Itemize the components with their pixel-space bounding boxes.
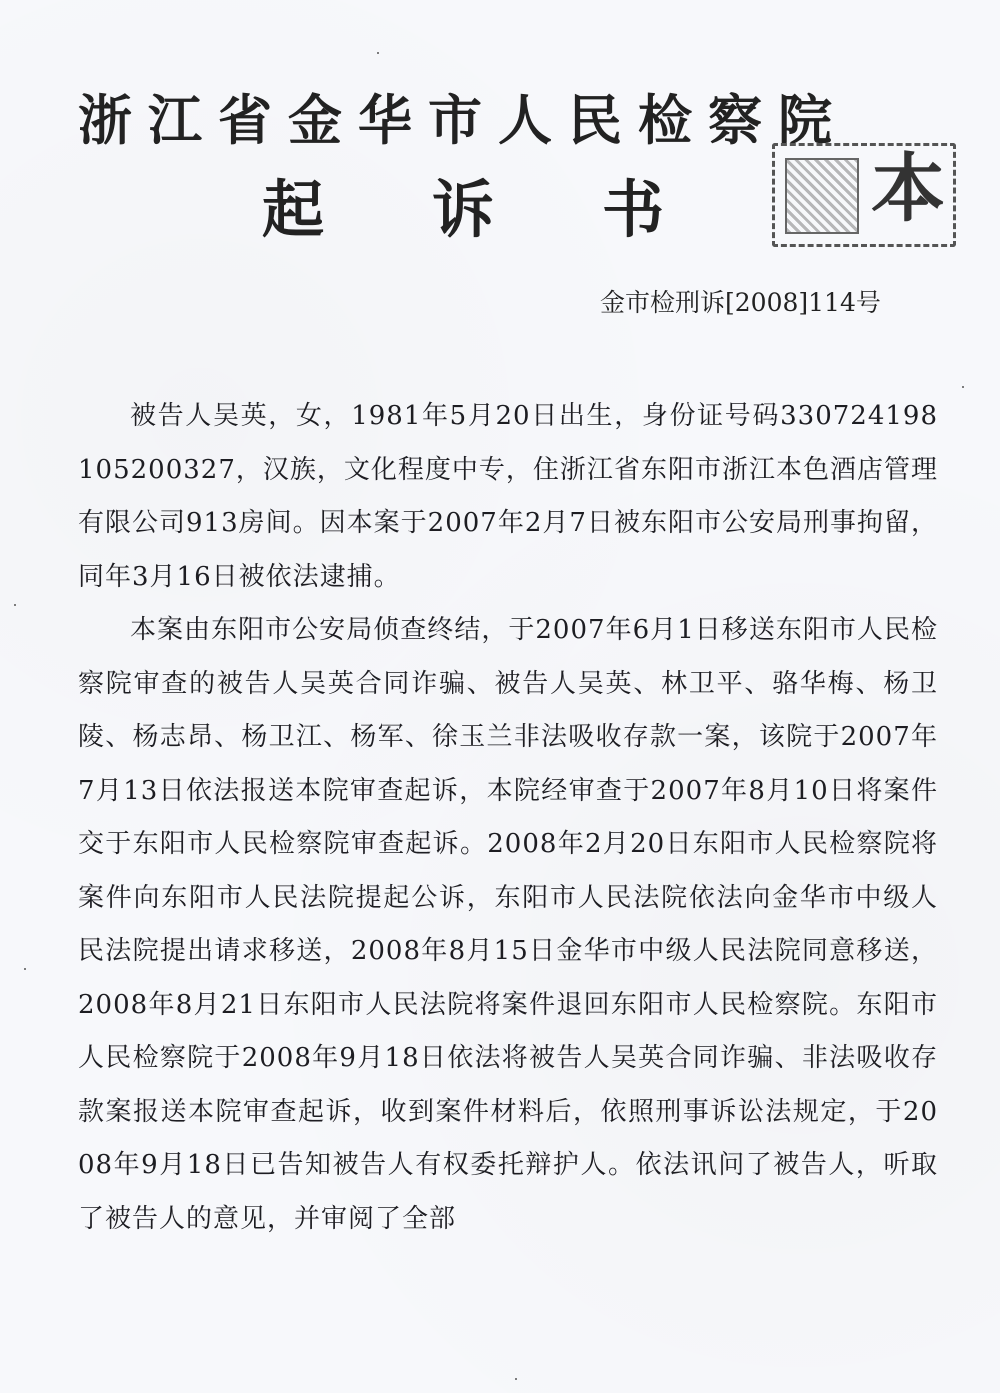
procuratorate-title: 浙江省金华市人民检察院 — [78, 88, 848, 152]
paragraph-defendant-info: 被告人吴英，女，1981年5月20日出生，身份证号码330724198105200327，汉族，文化程度中专，住浙江省东阳市浙江本色酒店管理有限公司913房间。因本案于2007年2月7日被东阳市公安局刑事拘留，同年3月16日被依法逮捕。 — [78, 401, 938, 592]
stamp-smudge-icon — [785, 158, 859, 234]
document-number: 金市检刑诉[2008]114号 — [600, 288, 881, 317]
scan-speck — [24, 968, 26, 970]
scan-speck — [962, 386, 964, 388]
scan-speck — [377, 52, 379, 54]
paragraph-case-history: 本案由东阳市公安局侦查终结，于2007年6月1日移送东阳市人民检察院审查的被告人吴英合同诈骗、被告人吴英、林卫平、骆华梅、杨卫陵、杨志昂、杨卫江、杨军、徐玉兰非法吸收存款一案，该院于2007年7月13日依法报送本院审查起诉，本院经审查于2007年8月10日将案件交于东阳市人民检察院审查起诉。2008年2月20日东阳市人民检察院将案件向东阳市人民法院提起公诉，东阳市人民法院依法向金华市中级人民法院提出请求移送，2008年8月15日金华市中级人民法院同意移送，2008年8月21日东阳市人民法院将案件退回东阳市人民检察院。东阳市人民检察院于2008年9月18日依法将被告人吴英合同诈骗、非法吸收存款案报送本院审查起诉，收到案件材料后，依照刑事诉讼法规定，于2008年9月18日已告知被告人有权委托辩护人。依法讯问了被告人，听取了被告人的意见，并审阅了全部 — [78, 615, 938, 1234]
document-body — [78, 390, 938, 1246]
copy-stamp — [772, 143, 956, 247]
scan-speck — [515, 1378, 517, 1380]
scan-speck — [14, 604, 16, 606]
stamp-character: 本 — [871, 146, 945, 232]
document-type-title: 起诉书 — [262, 173, 773, 246]
